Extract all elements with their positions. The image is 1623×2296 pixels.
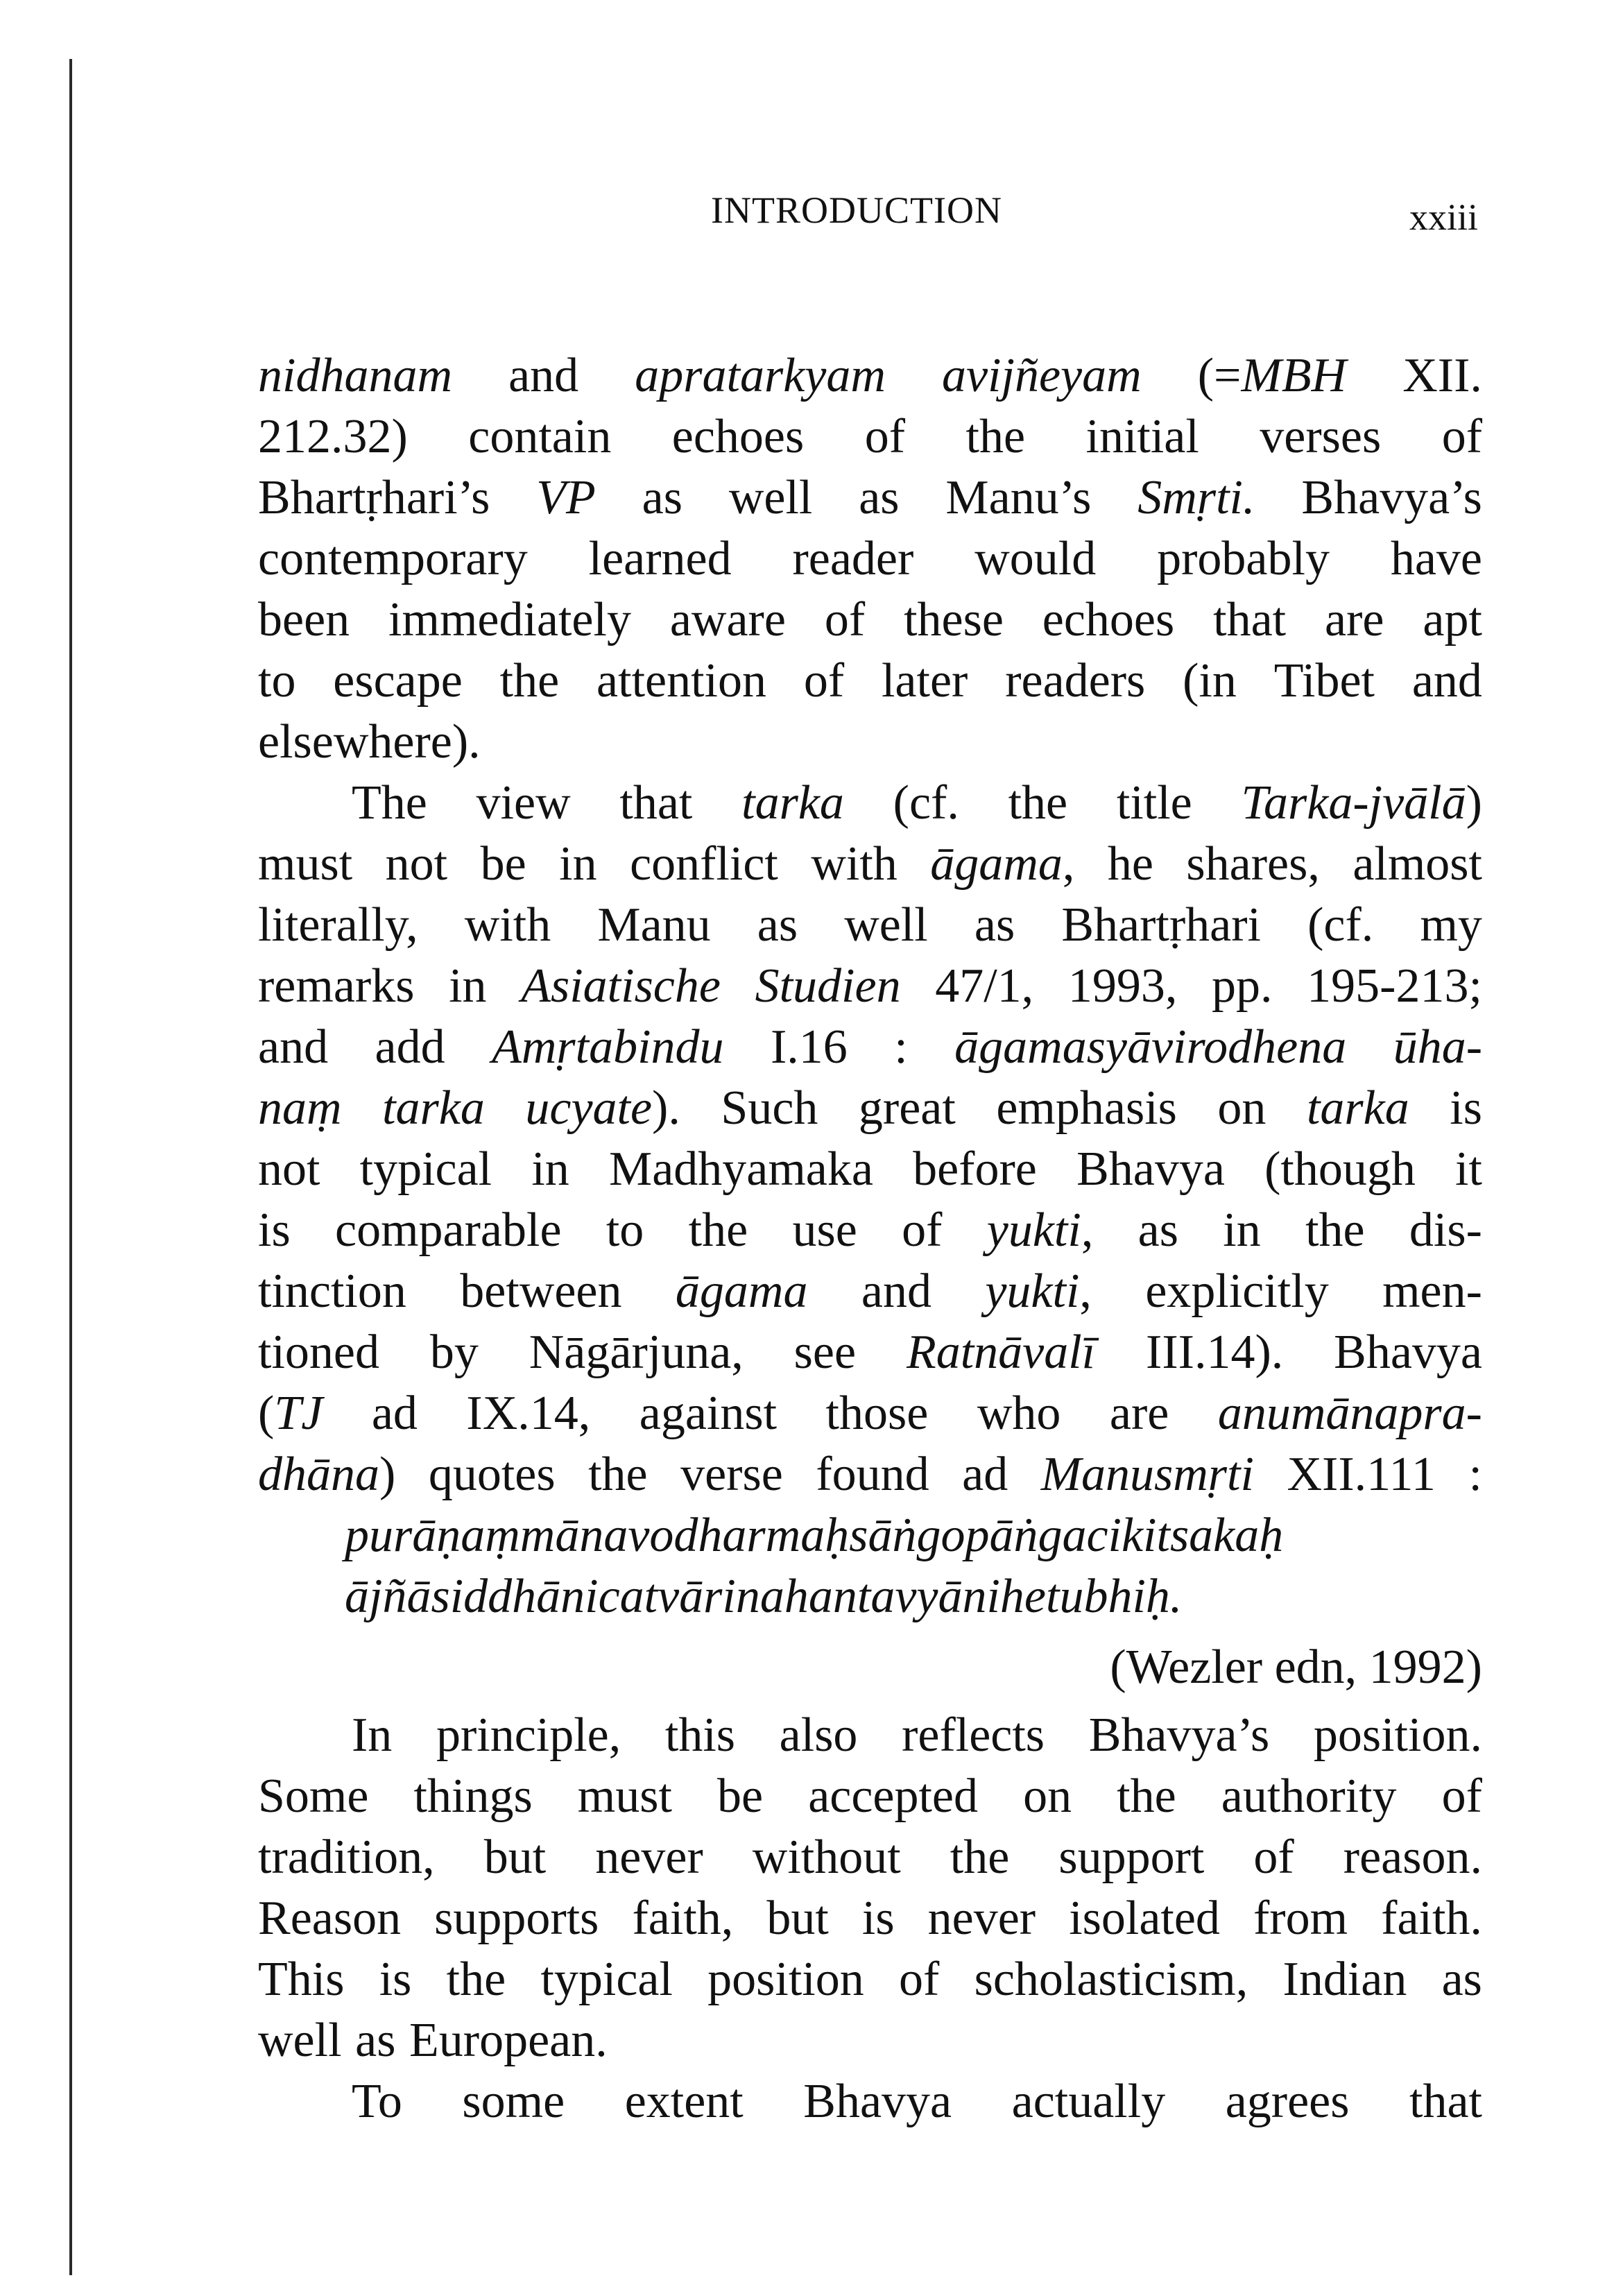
word: be (480, 837, 526, 891)
text-line (258, 1949, 1482, 2010)
word: have (1390, 532, 1482, 585)
text-line (258, 529, 1482, 590)
word: the (1117, 1770, 1176, 1823)
word: extent (624, 2075, 744, 2128)
word: as (757, 898, 798, 952)
word: hetubhiḥ. (999, 1570, 1183, 1623)
word: (TJ (258, 1387, 323, 1440)
word: the (446, 1953, 506, 2006)
word: echoes (1042, 593, 1175, 646)
word: are (1109, 1387, 1169, 1440)
word: contain (468, 410, 612, 463)
text-line (258, 406, 1482, 468)
word: Madhyamaka (608, 1142, 873, 1196)
word: well (258, 2014, 342, 2067)
word: remarks (258, 959, 415, 1013)
text-line (258, 834, 1482, 895)
word: to (258, 654, 296, 708)
word: in (531, 1142, 569, 1196)
word: view (476, 776, 571, 830)
word: sāṅgopāṅgacikitsakaḥ (849, 1509, 1284, 1562)
word: verses (1260, 410, 1382, 463)
word: found (816, 1448, 929, 1501)
word: who (977, 1387, 1061, 1440)
word: must (577, 1770, 672, 1823)
word: agrees (1225, 2075, 1350, 2128)
word: Studien (755, 959, 901, 1013)
word: would (974, 532, 1097, 585)
word: he (1107, 837, 1153, 891)
word: but (483, 1831, 547, 1884)
word: emphasis (996, 1081, 1177, 1135)
word: Some (258, 1770, 369, 1823)
word: reader (792, 532, 914, 585)
word: escape (333, 654, 463, 708)
word: I.16 (770, 1020, 848, 1074)
word: verse (680, 1448, 783, 1501)
word: Amṛtabindu (492, 1020, 724, 1074)
word: tioned (258, 1326, 379, 1379)
word: ucyate). (525, 1081, 680, 1135)
word: apt (1423, 593, 1482, 646)
word: hantavyāni (784, 1570, 1000, 1623)
word: my (1420, 898, 1482, 952)
word: shares, (1186, 837, 1320, 891)
word: catvāri (598, 1570, 736, 1623)
word: from (1253, 1892, 1348, 1945)
word: almost (1352, 837, 1482, 891)
word: purāṇaṃ (345, 1509, 520, 1562)
word: support (1058, 1831, 1205, 1884)
word: supports (434, 1892, 599, 1945)
text-line (258, 1078, 1482, 1139)
word: of (824, 593, 866, 646)
word: VP (536, 471, 596, 524)
word: āgamasyāvirodhena (954, 1020, 1347, 1074)
text-line (258, 1261, 1482, 1322)
word: āgama, (930, 837, 1075, 891)
text-line (258, 1827, 1482, 1888)
word: in (449, 959, 487, 1013)
word: of (803, 654, 845, 708)
word: yukti, (985, 1265, 1092, 1318)
word: attention (596, 654, 766, 708)
word: initial (1085, 410, 1199, 463)
word: is (379, 1953, 412, 2006)
word: tarka (741, 776, 844, 830)
word: the (499, 654, 560, 708)
word: literally, (258, 898, 418, 952)
word: na (735, 1570, 784, 1623)
word: some (462, 2075, 565, 2128)
word: in (1223, 1203, 1261, 1257)
word: been (258, 593, 350, 646)
word: with (464, 898, 551, 952)
word: not (258, 1142, 320, 1196)
word: typical (540, 1953, 673, 2006)
word: tarka (1306, 1081, 1409, 1135)
word: of (1253, 1831, 1294, 1884)
word: as (1137, 1203, 1178, 1257)
word: readers (1005, 654, 1146, 708)
word: well (844, 898, 928, 952)
text-line (258, 1322, 1482, 1383)
word: between (460, 1265, 622, 1318)
word: To (352, 2075, 402, 2128)
text-line (258, 895, 1482, 956)
verse-line (258, 1566, 1482, 1627)
word: anumānapra- (1217, 1387, 1482, 1440)
word: the (1008, 776, 1068, 830)
word: principle, (436, 1708, 621, 1762)
word: : (1468, 1448, 1482, 1501)
word: to (606, 1203, 644, 1257)
word: of (1441, 1770, 1482, 1823)
word: (cf. (893, 776, 959, 830)
word: āgama (675, 1265, 808, 1318)
word: and (861, 1265, 931, 1318)
word: as (859, 471, 900, 524)
word: with (811, 837, 898, 891)
word: scholasticism, (974, 1953, 1248, 2006)
word: of (902, 1203, 943, 1257)
word: Manu’s (945, 471, 1092, 524)
word: well (728, 471, 813, 524)
word: of (1441, 410, 1482, 463)
word: and (1411, 654, 1482, 708)
body-text (258, 345, 1482, 2132)
word: the (1305, 1203, 1365, 1257)
word: faith. (1381, 1892, 1482, 1945)
word: pp. (1212, 959, 1273, 1013)
text-line (258, 1444, 1482, 1505)
word: dis- (1409, 1203, 1482, 1257)
word: III.14). (1146, 1326, 1284, 1379)
word: reason. (1343, 1831, 1482, 1884)
word: title (1116, 776, 1192, 830)
text-line (258, 1888, 1482, 1949)
word: these (904, 593, 1004, 646)
word: the (965, 410, 1026, 463)
word: as (642, 471, 682, 524)
word: it (1455, 1142, 1482, 1196)
verse-citation (258, 1637, 1482, 1698)
word: tradition, (258, 1831, 435, 1884)
word: 195-213; (1307, 959, 1482, 1013)
word: against (639, 1387, 778, 1440)
word: that (1409, 2075, 1482, 2128)
text-line (258, 1383, 1482, 1444)
text-line (258, 1705, 1482, 1766)
word: typical (359, 1142, 492, 1196)
word: position. (1313, 1708, 1482, 1762)
word: is (861, 1892, 895, 1945)
word: Indian (1282, 1953, 1407, 2006)
word: authority (1221, 1770, 1397, 1823)
word: the (688, 1203, 748, 1257)
word: 1993, (1067, 959, 1178, 1013)
word: naṃ (258, 1081, 342, 1135)
word: Smṛti. (1137, 471, 1255, 524)
word: In (352, 1708, 393, 1762)
word: learned (588, 532, 732, 585)
word: in (559, 837, 597, 891)
word: accepted (808, 1770, 978, 1823)
word: elsewhere). (258, 715, 481, 769)
word: (though (1264, 1142, 1416, 1196)
word: contemporary (258, 532, 528, 585)
word: also (779, 1708, 858, 1762)
word: Tibet (1273, 654, 1375, 708)
word: XII. (1402, 349, 1482, 402)
word: not (385, 837, 448, 891)
word: is (1450, 1081, 1482, 1135)
word: (=MBH (1197, 349, 1347, 402)
word: immediately (388, 593, 631, 646)
word: men- (1382, 1265, 1482, 1318)
word: : (894, 1020, 908, 1074)
word: Manusmṛti (1040, 1448, 1254, 1501)
word: tinction (258, 1265, 406, 1318)
word: isolated (1069, 1892, 1220, 1945)
word: XII.111 (1287, 1448, 1436, 1501)
word: faith, (632, 1892, 734, 1945)
word: quotes (428, 1448, 556, 1501)
text-line (258, 712, 1482, 773)
word: Bhartṛhari’s (258, 471, 490, 524)
word: echoes (671, 410, 805, 463)
text-line (258, 2071, 1482, 2132)
word: on (1217, 1081, 1266, 1135)
word: Bhavya’s (1088, 1708, 1270, 1762)
running-head: INTRODUCTION (711, 189, 1002, 231)
word: Ratnāvalī (906, 1326, 1096, 1379)
word: Bhavya (1076, 1142, 1225, 1196)
word: but (766, 1892, 829, 1945)
text-line (258, 1200, 1482, 1261)
word: This (258, 1953, 345, 2006)
word: ad (371, 1387, 418, 1440)
word: by (429, 1326, 479, 1379)
word: explicitly (1145, 1265, 1329, 1318)
word: Such (721, 1081, 818, 1135)
word: ad (962, 1448, 1008, 1501)
word: aware (669, 593, 786, 646)
word: (in (1183, 654, 1237, 708)
text-line (258, 651, 1482, 712)
word: the (588, 1448, 648, 1501)
word: as (974, 898, 1015, 952)
text-line (258, 590, 1482, 651)
word: and (508, 349, 579, 402)
word: actually (1011, 2075, 1166, 2128)
text-line (258, 1139, 1482, 1200)
word: 47/1, (935, 959, 1034, 1013)
word: dharmaḥ (673, 1509, 850, 1562)
word: be (717, 1770, 764, 1823)
text-line (258, 2010, 1482, 2071)
word: conflict (630, 837, 778, 891)
word: yukti, (986, 1203, 1094, 1257)
word: before (913, 1142, 1037, 1196)
word: that (619, 776, 693, 830)
word: as (355, 2014, 396, 2067)
word: (cf. (1307, 898, 1374, 952)
word: see (793, 1326, 857, 1379)
word: reflects (902, 1708, 1045, 1762)
word: that (1213, 593, 1287, 646)
text-line (258, 345, 1482, 406)
word: never (927, 1892, 1036, 1945)
word: 212.32) (258, 410, 408, 463)
word: add (375, 1020, 445, 1074)
text-line (258, 956, 1482, 1017)
word: never (595, 1831, 703, 1884)
word: ūha- (1393, 1020, 1482, 1074)
word: of (864, 410, 906, 463)
word: IX.14, (466, 1387, 591, 1440)
word: position (707, 1953, 864, 2006)
word: use (792, 1203, 857, 1257)
text-line (258, 1766, 1482, 1827)
word: things (413, 1770, 533, 1823)
word: Reason (258, 1892, 402, 1945)
page-number: xxiii (1409, 196, 1479, 238)
text-line (258, 1017, 1482, 1078)
word: (Wezler edn, 1992) (1110, 1640, 1482, 1694)
word: apratarkyam (635, 349, 886, 402)
word: mānavo (519, 1509, 674, 1562)
text-line (258, 468, 1482, 529)
word: avijñeyam (941, 349, 1142, 402)
word: Manu (597, 898, 711, 952)
word: The (352, 776, 427, 830)
word: dhāna) (258, 1448, 396, 1501)
word: nidhanam (258, 349, 452, 402)
word: as (1441, 1953, 1482, 2006)
word: great (858, 1081, 956, 1135)
word: tarka (382, 1081, 485, 1135)
word: later (881, 654, 968, 708)
word: those (825, 1387, 929, 1440)
word: the (950, 1831, 1010, 1884)
word: Nāgārjuna, (529, 1326, 744, 1379)
word: Bhavya (1334, 1326, 1482, 1379)
word: is (258, 1203, 291, 1257)
word: Bhartṛhari (1061, 898, 1261, 952)
word: Tarka-jvālā) (1241, 776, 1482, 830)
word: and (258, 1020, 329, 1074)
text-line (258, 773, 1482, 834)
verse-line (258, 1505, 1482, 1566)
word: on (1023, 1770, 1072, 1823)
word: Bhavya’s (1301, 471, 1482, 524)
word: of (899, 1953, 940, 2006)
word: Asiatische (521, 959, 721, 1013)
word: ājñāsiddhāni (345, 1570, 599, 1623)
word: must (258, 837, 353, 891)
word: without (752, 1831, 901, 1884)
word: Bhavya (803, 2075, 952, 2128)
word: this (664, 1708, 736, 1762)
word: comparable (335, 1203, 562, 1257)
word: probably (1157, 532, 1330, 585)
word: are (1325, 593, 1384, 646)
word: European. (409, 2014, 608, 2067)
page-binding-edge (69, 59, 72, 2275)
